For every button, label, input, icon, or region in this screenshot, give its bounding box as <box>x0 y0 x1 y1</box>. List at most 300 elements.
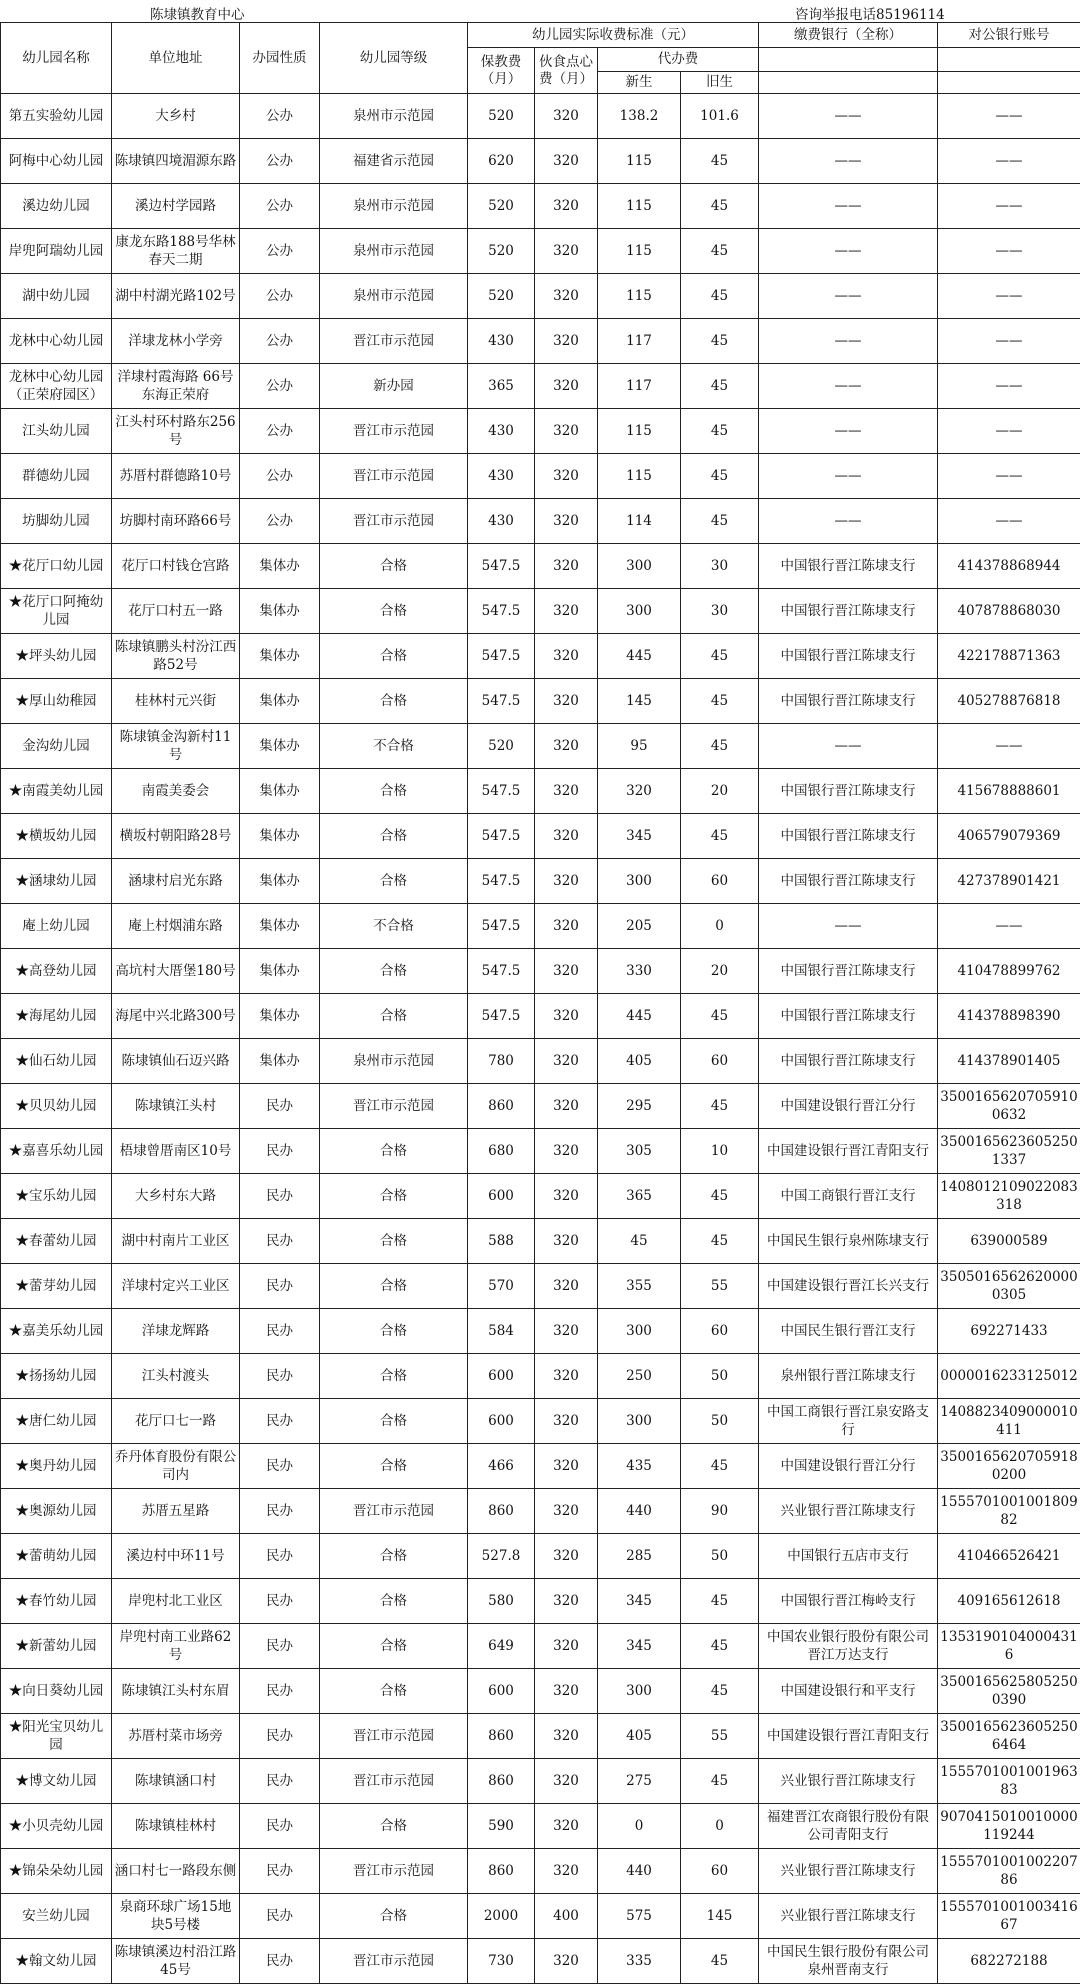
cell-account: 405278876818 <box>938 679 1080 724</box>
cell-care-fee: 780 <box>468 1039 535 1084</box>
cell-new-fee: 435 <box>598 1444 681 1489</box>
table-row <box>1 769 1080 814</box>
cell-meal-fee: 320 <box>535 1534 598 1579</box>
cell-name: 溪边幼儿园 <box>1 184 112 229</box>
cell-account: 35001656236052506464 <box>938 1714 1080 1759</box>
cell-grade: 合格 <box>320 1804 468 1849</box>
cell-name: 庵上幼儿园 <box>1 904 112 949</box>
cell-new-fee: 300 <box>598 589 681 634</box>
cell-account: —— <box>938 274 1080 319</box>
cell-grade: 晋江市示范园 <box>320 1939 468 1984</box>
cell-nature: 集体办 <box>240 1039 320 1084</box>
cell-meal-fee: 320 <box>535 1084 598 1129</box>
cell-grade: 合格 <box>320 949 468 994</box>
cell-bank: —— <box>759 724 938 769</box>
cell-address: 大乡村 <box>112 94 240 139</box>
cell-nature: 民办 <box>240 1714 320 1759</box>
cell-nature: 民办 <box>240 1174 320 1219</box>
header-new-student: 新生 <box>598 72 681 94</box>
cell-grade: 泉州市示范园 <box>320 274 468 319</box>
cell-name: 江头幼儿园 <box>1 409 112 454</box>
cell-grade: 合格 <box>320 1129 468 1174</box>
table-row <box>1 1579 1080 1624</box>
cell-address: 陈埭镇鹏头村汾江西路52号 <box>112 634 240 679</box>
cell-bank: 中国建设银行晋江长兴支行 <box>759 1264 938 1309</box>
cell-name: ★锦朵朵幼儿园 <box>1 1849 112 1894</box>
cell-name: 安兰幼儿园 <box>1 1894 112 1939</box>
header-account: 对公银行账号 <box>938 23 1080 48</box>
cell-nature: 公办 <box>240 409 320 454</box>
cell-bank: —— <box>759 94 938 139</box>
table-row <box>1 634 1080 679</box>
header-address: 单位地址 <box>112 23 240 94</box>
header-grade: 幼儿园等级 <box>320 23 468 94</box>
cell-nature: 民办 <box>240 1894 320 1939</box>
cell-care-fee: 547.5 <box>468 634 535 679</box>
cell-account: —— <box>938 364 1080 409</box>
table-row <box>1 814 1080 859</box>
cell-old-fee: 50 <box>681 1534 759 1579</box>
table-row <box>1 679 1080 724</box>
cell-new-fee: 138.2 <box>598 94 681 139</box>
cell-nature: 集体办 <box>240 724 320 769</box>
cell-old-fee: 45 <box>681 364 759 409</box>
cell-bank: —— <box>759 454 938 499</box>
cell-bank: 中国银行晋江梅岭支行 <box>759 1579 938 1624</box>
cell-account: 0000016233125012 <box>938 1354 1080 1399</box>
cell-account: 155570100100341667 <box>938 1894 1080 1939</box>
cell-name: ★蕾芽幼儿园 <box>1 1264 112 1309</box>
table-row <box>1 1444 1080 1489</box>
cell-old-fee: 45 <box>681 724 759 769</box>
cell-account: —— <box>938 139 1080 184</box>
cell-old-fee: 45 <box>681 679 759 724</box>
cell-new-fee: 345 <box>598 1579 681 1624</box>
cell-old-fee: 60 <box>681 859 759 904</box>
cell-account: 414378868944 <box>938 544 1080 589</box>
cell-meal-fee: 320 <box>535 634 598 679</box>
cell-address: 陈埭镇金沟新村11号 <box>112 724 240 769</box>
cell-meal-fee: 400 <box>535 1894 598 1939</box>
table-row <box>1 94 1080 139</box>
cell-nature: 公办 <box>240 139 320 184</box>
cell-bank: 中国银行晋江陈埭支行 <box>759 634 938 679</box>
cell-new-fee: 275 <box>598 1759 681 1804</box>
cell-bank: 兴业银行晋江陈埭支行 <box>759 1489 938 1534</box>
cell-name: ★翰文幼儿园 <box>1 1939 112 1984</box>
cell-new-fee: 205 <box>598 904 681 949</box>
cell-new-fee: 115 <box>598 274 681 319</box>
cell-bank: 中国建设银行晋江分行 <box>759 1444 938 1489</box>
cell-bank: 福建晋江农商银行股份有限公司青阳支行 <box>759 1804 938 1849</box>
cell-grade: 不合格 <box>320 904 468 949</box>
cell-old-fee: 45 <box>681 319 759 364</box>
cell-grade: 合格 <box>320 859 468 904</box>
cell-new-fee: 345 <box>598 1624 681 1669</box>
cell-name: ★向日葵幼儿园 <box>1 1669 112 1714</box>
cell-new-fee: 95 <box>598 724 681 769</box>
cell-bank: 中国银行晋江陈埭支行 <box>759 589 938 634</box>
cell-new-fee: 345 <box>598 814 681 859</box>
table-row <box>1 1849 1080 1894</box>
cell-address: 庵上村烟浦东路 <box>112 904 240 949</box>
cell-account: 415678888601 <box>938 769 1080 814</box>
cell-name: ★唐仁幼儿园 <box>1 1399 112 1444</box>
cell-meal-fee: 320 <box>535 859 598 904</box>
cell-grade: 合格 <box>320 1579 468 1624</box>
cell-bank: —— <box>759 364 938 409</box>
cell-bank: —— <box>759 274 938 319</box>
cell-old-fee: 45 <box>681 499 759 544</box>
cell-address: 康龙东路188号华林春天二期 <box>112 229 240 274</box>
cell-account: —— <box>938 94 1080 139</box>
table-row <box>1 1219 1080 1264</box>
cell-meal-fee: 320 <box>535 544 598 589</box>
cell-care-fee: 430 <box>468 319 535 364</box>
cell-name: ★横坂幼儿园 <box>1 814 112 859</box>
cell-meal-fee: 320 <box>535 499 598 544</box>
cell-name: ★新蕾幼儿园 <box>1 1624 112 1669</box>
cell-meal-fee: 320 <box>535 229 598 274</box>
cell-new-fee: 335 <box>598 1939 681 1984</box>
cell-care-fee: 520 <box>468 724 535 769</box>
cell-old-fee: 30 <box>681 589 759 634</box>
cell-nature: 民办 <box>240 1534 320 1579</box>
cell-meal-fee: 320 <box>535 1759 598 1804</box>
cell-grade: 泉州市示范园 <box>320 1039 468 1084</box>
cell-care-fee: 2000 <box>468 1894 535 1939</box>
cell-care-fee: 620 <box>468 139 535 184</box>
cell-new-fee: 295 <box>598 1084 681 1129</box>
cell-account: 9070415010010000119244 <box>938 1804 1080 1849</box>
cell-name: 阿梅中心幼儿园 <box>1 139 112 184</box>
cell-new-fee: 440 <box>598 1489 681 1534</box>
cell-account: 1408823409000010411 <box>938 1399 1080 1444</box>
document-header <box>0 0 1080 22</box>
table-row <box>1 1354 1080 1399</box>
cell-bank: —— <box>759 184 938 229</box>
cell-old-fee: 45 <box>681 139 759 184</box>
cell-address: 泉商环球广场15地块5号楼 <box>112 1894 240 1939</box>
cell-care-fee: 600 <box>468 1399 535 1444</box>
cell-care-fee: 860 <box>468 1084 535 1129</box>
cell-nature: 民办 <box>240 1444 320 1489</box>
cell-name: ★南霞美幼儿园 <box>1 769 112 814</box>
cell-name: ★高登幼儿园 <box>1 949 112 994</box>
cell-nature: 民办 <box>240 1219 320 1264</box>
cell-grade: 晋江市示范园 <box>320 1489 468 1534</box>
cell-address: 苏厝村群德路10号 <box>112 454 240 499</box>
cell-new-fee: 115 <box>598 184 681 229</box>
table-row <box>1 904 1080 949</box>
cell-account: —— <box>938 229 1080 274</box>
cell-care-fee: 430 <box>468 454 535 499</box>
cell-care-fee: 547.5 <box>468 544 535 589</box>
cell-old-fee: 45 <box>681 634 759 679</box>
kindergarten-fee-table <box>0 22 1080 1984</box>
cell-name: ★坪头幼儿园 <box>1 634 112 679</box>
cell-meal-fee: 320 <box>535 1939 598 1984</box>
cell-name: ★宝乐幼儿园 <box>1 1174 112 1219</box>
cell-care-fee: 547.5 <box>468 679 535 724</box>
cell-address: 岸兜村北工业区 <box>112 1579 240 1624</box>
cell-grade: 晋江市示范园 <box>320 1714 468 1759</box>
cell-old-fee: 45 <box>681 1579 759 1624</box>
cell-address: 涵埭村启光东路 <box>112 859 240 904</box>
cell-nature: 公办 <box>240 319 320 364</box>
cell-bank: 中国银行晋江陈埭支行 <box>759 769 938 814</box>
cell-care-fee: 547.5 <box>468 859 535 904</box>
table-row <box>1 454 1080 499</box>
cell-account: 35001656207059180200 <box>938 1444 1080 1489</box>
cell-care-fee: 600 <box>468 1354 535 1399</box>
cell-meal-fee: 320 <box>535 1804 598 1849</box>
cell-care-fee: 466 <box>468 1444 535 1489</box>
header-name: 幼儿园名称 <box>1 23 112 94</box>
cell-grade: 合格 <box>320 1309 468 1354</box>
cell-bank: 兴业银行晋江陈埭支行 <box>759 1894 938 1939</box>
table-row <box>1 139 1080 184</box>
table-row <box>1 859 1080 904</box>
cell-old-fee: 60 <box>681 1309 759 1354</box>
cell-account: —— <box>938 454 1080 499</box>
cell-bank: 中国银行晋江陈埭支行 <box>759 949 938 994</box>
header-care-fee: 保教费（月） <box>468 48 535 94</box>
cell-old-fee: 45 <box>681 409 759 454</box>
table-body <box>1 94 1080 1984</box>
cell-old-fee: 90 <box>681 1489 759 1534</box>
cell-address: 梧埭曾厝南区10号 <box>112 1129 240 1174</box>
cell-grade: 晋江市示范园 <box>320 454 468 499</box>
cell-old-fee: 45 <box>681 274 759 319</box>
cell-old-fee: 45 <box>681 994 759 1039</box>
table-row <box>1 1894 1080 1939</box>
cell-meal-fee: 320 <box>535 1174 598 1219</box>
cell-care-fee: 860 <box>468 1759 535 1804</box>
table-row <box>1 1669 1080 1714</box>
cell-address: 海尾中兴北路300号 <box>112 994 240 1039</box>
header-account-blank-2 <box>938 72 1080 94</box>
cell-bank: 中国银行晋江陈埭支行 <box>759 1039 938 1084</box>
cell-new-fee: 300 <box>598 1669 681 1714</box>
cell-address: 湖中村湖光路102号 <box>112 274 240 319</box>
cell-nature: 集体办 <box>240 994 320 1039</box>
cell-old-fee: 101.6 <box>681 94 759 139</box>
header-account-blank <box>938 48 1080 72</box>
cell-bank: —— <box>759 499 938 544</box>
cell-address: 江头村渡头 <box>112 1354 240 1399</box>
cell-care-fee: 600 <box>468 1669 535 1714</box>
cell-nature: 民办 <box>240 1084 320 1129</box>
cell-nature: 民办 <box>240 1939 320 1984</box>
cell-bank: 中国建设银行晋江分行 <box>759 1084 938 1129</box>
table-row <box>1 274 1080 319</box>
cell-meal-fee: 320 <box>535 1039 598 1084</box>
cell-care-fee: 547.5 <box>468 994 535 1039</box>
cell-nature: 民办 <box>240 1804 320 1849</box>
cell-new-fee: 445 <box>598 634 681 679</box>
cell-name: ★春竹幼儿园 <box>1 1579 112 1624</box>
cell-care-fee: 547.5 <box>468 589 535 634</box>
cell-address: 江头村环村路东256号 <box>112 409 240 454</box>
cell-account: 414378901405 <box>938 1039 1080 1084</box>
cell-new-fee: 300 <box>598 859 681 904</box>
cell-care-fee: 547.5 <box>468 769 535 814</box>
cell-address: 陈埭镇溪边村沿江路45号 <box>112 1939 240 1984</box>
table-row <box>1 1714 1080 1759</box>
cell-nature: 公办 <box>240 229 320 274</box>
table-row <box>1 1939 1080 1984</box>
cell-bank: 泉州银行晋江陈埭支行 <box>759 1354 938 1399</box>
cell-address: 花厅口村五一路 <box>112 589 240 634</box>
cell-new-fee: 115 <box>598 409 681 454</box>
table-row <box>1 1264 1080 1309</box>
table-row <box>1 724 1080 769</box>
cell-account: 407878868030 <box>938 589 1080 634</box>
cell-nature: 公办 <box>240 499 320 544</box>
cell-bank: —— <box>759 229 938 274</box>
cell-nature: 公办 <box>240 184 320 229</box>
cell-new-fee: 0 <box>598 1804 681 1849</box>
cell-account: —— <box>938 724 1080 769</box>
cell-grade: 合格 <box>320 544 468 589</box>
cell-account: —— <box>938 499 1080 544</box>
cell-nature: 民办 <box>240 1624 320 1669</box>
cell-grade: 泉州市示范园 <box>320 94 468 139</box>
cell-name: ★海尾幼儿园 <box>1 994 112 1039</box>
cell-new-fee: 250 <box>598 1354 681 1399</box>
cell-account: 406579079369 <box>938 814 1080 859</box>
cell-meal-fee: 320 <box>535 184 598 229</box>
cell-name: ★仙石幼儿园 <box>1 1039 112 1084</box>
table-row <box>1 589 1080 634</box>
cell-old-fee: 45 <box>681 1084 759 1129</box>
cell-old-fee: 45 <box>681 1444 759 1489</box>
cell-grade: 晋江市示范园 <box>320 1084 468 1129</box>
header-bank: 缴费银行（全称） <box>759 23 938 48</box>
cell-account: 13531901040004316 <box>938 1624 1080 1669</box>
cell-nature: 集体办 <box>240 904 320 949</box>
cell-grade: 合格 <box>320 1894 468 1939</box>
cell-new-fee: 405 <box>598 1039 681 1084</box>
cell-name: ★蕾萌幼儿园 <box>1 1534 112 1579</box>
cell-name: ★花厅口阿掩幼儿园 <box>1 589 112 634</box>
cell-old-fee: 60 <box>681 1849 759 1894</box>
table-row <box>1 1309 1080 1354</box>
cell-account: 155570100100180982 <box>938 1489 1080 1534</box>
cell-bank: 中国银行晋江陈埭支行 <box>759 679 938 724</box>
cell-care-fee: 520 <box>468 274 535 319</box>
cell-bank: —— <box>759 409 938 454</box>
cell-care-fee: 860 <box>468 1849 535 1894</box>
cell-old-fee: 55 <box>681 1714 759 1759</box>
cell-address: 溪边村中环11号 <box>112 1534 240 1579</box>
cell-bank: —— <box>759 319 938 364</box>
cell-nature: 集体办 <box>240 544 320 589</box>
cell-meal-fee: 320 <box>535 1309 598 1354</box>
cell-meal-fee: 320 <box>535 139 598 184</box>
header-agency-fee: 代办费 <box>598 48 759 72</box>
cell-bank: 中国建设银行晋江青阳支行 <box>759 1129 938 1174</box>
cell-old-fee: 45 <box>681 1174 759 1219</box>
cell-address: 陈埭镇涵口村 <box>112 1759 240 1804</box>
cell-account: 35001656258052500390 <box>938 1669 1080 1714</box>
cell-nature: 公办 <box>240 94 320 139</box>
cell-old-fee: 50 <box>681 1354 759 1399</box>
cell-meal-fee: 320 <box>535 1489 598 1534</box>
cell-meal-fee: 320 <box>535 274 598 319</box>
table-row <box>1 1489 1080 1534</box>
cell-old-fee: 55 <box>681 1264 759 1309</box>
cell-new-fee: 320 <box>598 769 681 814</box>
cell-address: 乔丹体育股份有限公司内 <box>112 1444 240 1489</box>
cell-name: ★博文幼儿园 <box>1 1759 112 1804</box>
cell-meal-fee: 320 <box>535 1624 598 1669</box>
cell-bank: 中国银行五店市支行 <box>759 1534 938 1579</box>
cell-care-fee: 584 <box>468 1309 535 1354</box>
cell-meal-fee: 320 <box>535 1714 598 1759</box>
cell-care-fee: 580 <box>468 1579 535 1624</box>
cell-account: —— <box>938 184 1080 229</box>
cell-old-fee: 50 <box>681 1399 759 1444</box>
cell-address: 洋埭龙辉路 <box>112 1309 240 1354</box>
cell-meal-fee: 320 <box>535 589 598 634</box>
cell-nature: 民办 <box>240 1579 320 1624</box>
cell-meal-fee: 320 <box>535 724 598 769</box>
cell-new-fee: 145 <box>598 679 681 724</box>
cell-address: 涵口村七一路段东侧 <box>112 1849 240 1894</box>
cell-care-fee: 547.5 <box>468 904 535 949</box>
table-row <box>1 994 1080 1039</box>
cell-name: 龙林中心幼儿园（正荣府园区） <box>1 364 112 409</box>
cell-old-fee: 10 <box>681 1129 759 1174</box>
cell-meal-fee: 320 <box>535 1399 598 1444</box>
cell-new-fee: 445 <box>598 994 681 1039</box>
cell-meal-fee: 320 <box>535 949 598 994</box>
cell-grade: 合格 <box>320 1174 468 1219</box>
cell-old-fee: 0 <box>681 1804 759 1849</box>
cell-old-fee: 45 <box>681 229 759 274</box>
cell-nature: 民办 <box>240 1264 320 1309</box>
cell-address: 洋埭龙林小学旁 <box>112 319 240 364</box>
cell-grade: 新办园 <box>320 364 468 409</box>
cell-name: ★嘉喜乐幼儿园 <box>1 1129 112 1174</box>
cell-name: ★厚山幼稚园 <box>1 679 112 724</box>
cell-name: 第五实验幼儿园 <box>1 94 112 139</box>
cell-name: ★花厅口幼儿园 <box>1 544 112 589</box>
table-row <box>1 949 1080 994</box>
cell-meal-fee: 320 <box>535 1129 598 1174</box>
cell-account: 692271433 <box>938 1309 1080 1354</box>
cell-grade: 合格 <box>320 1624 468 1669</box>
header-bank-blank-2 <box>759 72 938 94</box>
cell-nature: 民办 <box>240 1354 320 1399</box>
header-fee-group: 幼儿园实际收费标准（元） <box>468 23 759 48</box>
cell-meal-fee: 320 <box>535 994 598 1039</box>
cell-address: 南霞美委会 <box>112 769 240 814</box>
cell-bank: 中国银行晋江陈埭支行 <box>759 859 938 904</box>
cell-nature: 集体办 <box>240 859 320 904</box>
cell-new-fee: 300 <box>598 544 681 589</box>
cell-meal-fee: 320 <box>535 1669 598 1714</box>
cell-grade: 晋江市示范园 <box>320 499 468 544</box>
table-row <box>1 1624 1080 1669</box>
cell-nature: 民办 <box>240 1759 320 1804</box>
cell-care-fee: 649 <box>468 1624 535 1669</box>
cell-nature: 公办 <box>240 274 320 319</box>
cell-care-fee: 520 <box>468 184 535 229</box>
cell-grade: 晋江市示范园 <box>320 1849 468 1894</box>
